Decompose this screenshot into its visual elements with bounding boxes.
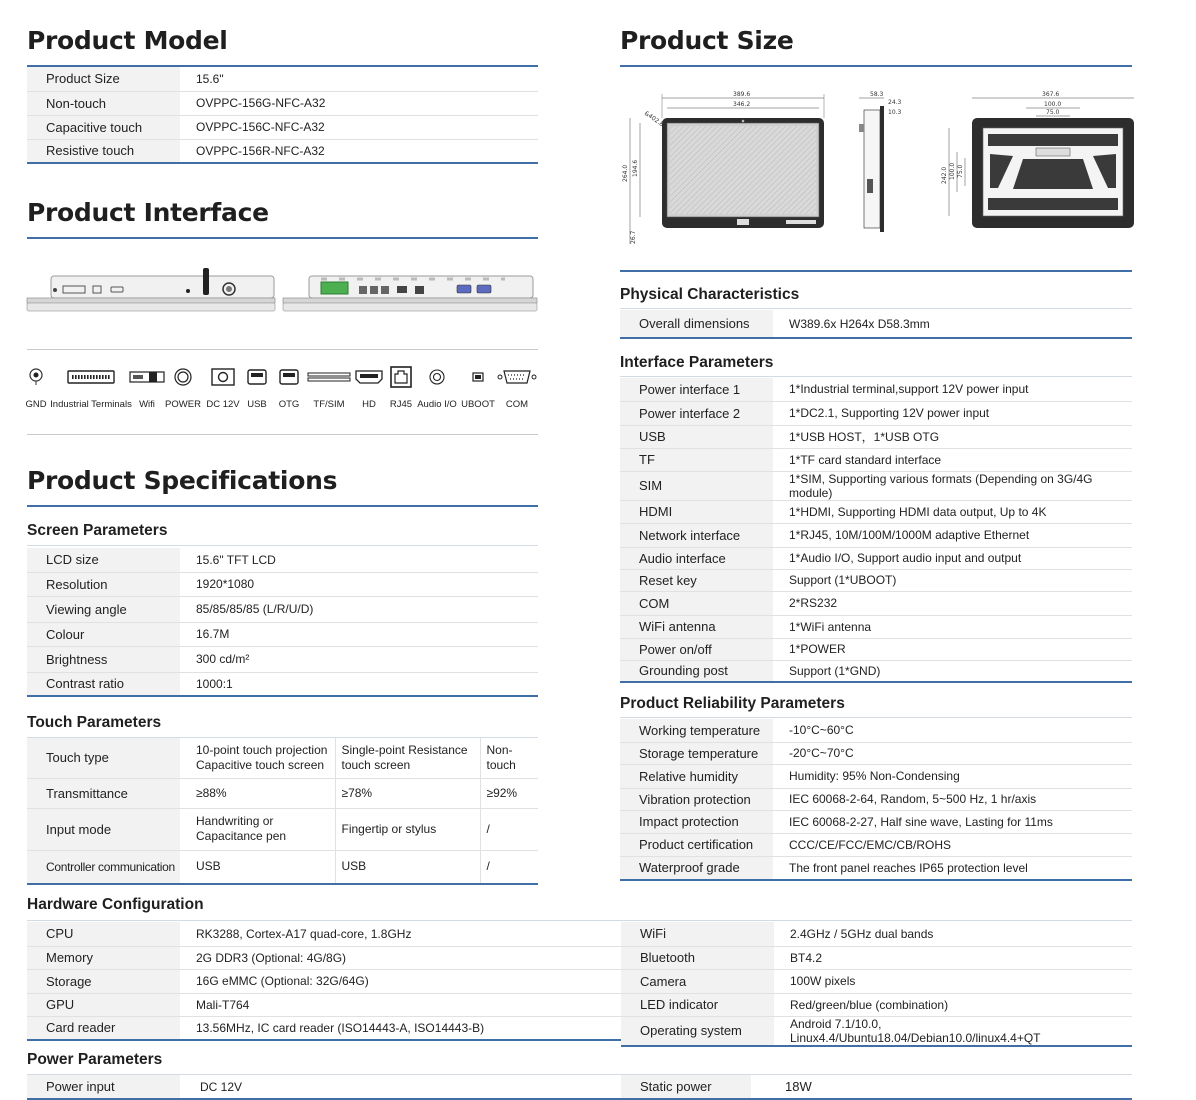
product-specifications-title: Product Specifications: [27, 466, 338, 495]
screen-key: Brightness: [27, 646, 180, 672]
screen-value: 16.7M: [180, 622, 538, 646]
reliability-row: [620, 856, 1132, 880]
interface-icon-label: UBOOT: [461, 399, 495, 410]
hardware-config-right-table: [621, 922, 1132, 1047]
touch-value-a: Handwriting or Capacitance pen: [180, 808, 335, 850]
interface-param-row: [620, 615, 1132, 638]
hardware-left-value: 13.56MHz, IC card reader (ISO14443-A, ISO14443-B): [180, 1016, 621, 1040]
front-view-drawing: [622, 91, 824, 244]
interface-side-views: [25, 262, 540, 324]
hardware-right-value: Red/green/blue (combination): [774, 993, 1132, 1016]
product-size-bottom-rule: [620, 270, 1132, 272]
interface-icon-label: OTG: [278, 399, 300, 410]
interface-param-value: 1*HDMI, Supporting HDMI data output, Up to 4K: [773, 500, 1132, 523]
physical-row: [620, 310, 1132, 338]
screen-parameters-rule: [27, 545, 538, 546]
reliability-key: Storage temperature: [620, 742, 773, 764]
model-key: Non-touch: [27, 91, 180, 115]
hardware-left-row: [27, 1016, 621, 1040]
physical-characteristics-table: [620, 310, 1132, 339]
screen-row: [27, 622, 538, 646]
interface-param-key: Power on/off: [620, 638, 773, 660]
interface-param-row: [620, 471, 1132, 500]
interface-icon-label: USB: [247, 399, 267, 410]
interface-param-key: Network interface: [620, 523, 773, 547]
screen-parameters-title: Screen Parameters: [27, 522, 168, 539]
product-model-title: Product Model: [27, 26, 228, 55]
dim-height-outer: 264.0: [622, 164, 629, 182]
dim-depth-total: 58.3: [870, 91, 884, 98]
industrial-terminals-icon: [65, 364, 117, 390]
touch-parameters-title: Touch Parameters: [27, 714, 162, 731]
reliability-row: [620, 833, 1132, 856]
interface-param-row: [620, 425, 1132, 448]
screen-parameters-table: [27, 548, 538, 697]
interface-param-key: Power interface 2: [620, 401, 773, 425]
touch-key: Controller communication: [27, 850, 180, 884]
hardware-right-row: [621, 1016, 1132, 1046]
interface-param-key: SIM: [620, 471, 773, 500]
dim-depth-a: 24.3: [888, 99, 902, 106]
dim-back-a: 100.0: [1044, 101, 1062, 108]
interface-param-value: Support (1*UBOOT): [773, 569, 1132, 591]
interface-param-value: 1*TF card standard interface: [773, 448, 1132, 471]
hardware-right-key: Operating system: [621, 1016, 774, 1046]
interface-param-row: [620, 523, 1132, 547]
physical-characteristics-title: Physical Characteristics: [620, 286, 800, 303]
touch-row: [27, 808, 538, 850]
hardware-right-value: 2.4GHz / 5GHz dual bands: [774, 922, 1132, 946]
interface-icon-label: COM: [505, 399, 529, 410]
hardware-left-value: 16G eMMC (Optional: 32G/64G): [180, 969, 621, 993]
hardware-right-row: [621, 993, 1132, 1016]
interface-param-value: 1*SIM, Supporting various formats (Depending on 3G/4G module): [773, 471, 1132, 500]
model-row: [27, 139, 538, 163]
screen-value: 1920*1080: [180, 572, 538, 596]
interface-icons-top-rule: [27, 349, 538, 350]
interface-param-value: 1*USB HOST，1*USB OTG: [773, 425, 1132, 448]
touch-value-c: ≥92%: [480, 778, 538, 808]
touch-parameters-table: [27, 738, 538, 885]
interface-param-row: [620, 500, 1132, 523]
interface-parameters-table: [620, 378, 1132, 683]
interface-icon-label: DC 12V: [206, 399, 240, 410]
screen-key: Viewing angle: [27, 596, 180, 622]
model-key: Resistive touch: [27, 139, 180, 163]
interface-parameters-title: Interface Parameters: [620, 354, 774, 371]
hardware-left-row: [27, 993, 621, 1016]
interface-param-row: [620, 401, 1132, 425]
screen-value: 15.6" TFT LCD: [180, 548, 538, 572]
reliability-row: [620, 764, 1132, 788]
model-value: OVPPC-156R-NFC-A32: [180, 139, 538, 163]
product-specifications-rule: [27, 505, 538, 507]
interface-param-row: [620, 569, 1132, 591]
touch-row: [27, 778, 538, 808]
hardware-configuration-rule: [27, 920, 1132, 921]
hardware-left-value: Mali-T764: [180, 993, 621, 1016]
hardware-configuration-title: Hardware Configuration: [27, 896, 204, 913]
interface-icon-label: RJ45: [389, 399, 413, 410]
interface-param-key: COM: [620, 591, 773, 615]
dim-width-outer: 389.6: [733, 91, 751, 98]
hardware-right-row: [621, 922, 1132, 946]
screen-key: Contrast ratio: [27, 672, 180, 696]
screen-row: [27, 596, 538, 622]
dim-back-b: 75.0: [1046, 109, 1060, 116]
static-power-value: 18W: [751, 1075, 1132, 1099]
model-value: OVPPC-156G-NFC-A32: [180, 91, 538, 115]
interface-param-value: 1*WiFi antenna: [773, 615, 1132, 638]
reliability-value: The front panel reaches IP65 protection level: [773, 856, 1132, 880]
touch-key: Touch type: [27, 738, 180, 778]
touch-value-c: /: [480, 850, 538, 884]
screen-row: [27, 548, 538, 572]
interface-param-value: 2*RS232: [773, 591, 1132, 615]
power-input-key: Power input: [27, 1075, 180, 1099]
dim-diagonal: &402.8: [642, 109, 665, 129]
hardware-right-row: [621, 969, 1132, 993]
dim-width-inner: 346.2: [733, 101, 751, 108]
model-row: [27, 91, 538, 115]
touch-value-a: 10-point touch projection Capacitive touch screen: [180, 738, 335, 778]
touch-value-c: Non-touch: [480, 738, 538, 778]
power-parameters-title: Power Parameters: [27, 1051, 163, 1068]
interface-icon-label: Audio I/O: [417, 399, 457, 410]
interface-param-key: Reset key: [620, 569, 773, 591]
interface-param-row: [620, 638, 1132, 660]
screen-value: 300 cd/m²: [180, 646, 538, 672]
model-value: OVPPC-156C-NFC-A32: [180, 115, 538, 139]
hardware-left-value: 2G DDR3 (Optional: 4G/8G): [180, 946, 621, 969]
hardware-right-key: WiFi: [621, 922, 774, 946]
dim-depth-b: 10.3: [888, 109, 902, 116]
interface-param-value: 1*RJ45, 10M/100M/1000M adaptive Ethernet: [773, 523, 1132, 547]
interface-param-value: 1*POWER: [773, 638, 1132, 660]
dim-height-inner: 194.6: [632, 159, 639, 177]
reliability-row: [620, 742, 1132, 764]
interface-param-value: 1*DC2.1, Supporting 12V power input: [773, 401, 1132, 425]
dim-back-height-2: 100.0: [949, 162, 956, 180]
interface-icon-label: TF/SIM: [313, 399, 345, 410]
hardware-right-key: Camera: [621, 969, 774, 993]
interface-param-key: Grounding post: [620, 660, 773, 682]
touch-value-b: ≥78%: [335, 778, 480, 808]
gnd-icon: [10, 364, 62, 390]
touch-row: [27, 850, 538, 884]
interface-parameters-rule: [620, 376, 1132, 377]
interface-param-value: Support (1*GND): [773, 660, 1132, 682]
product-interface-title: Product Interface: [27, 198, 269, 227]
model-row: [27, 67, 538, 91]
side-view-left: [27, 268, 275, 311]
dim-back-height: 242.0: [941, 166, 948, 184]
interface-param-key: HDMI: [620, 500, 773, 523]
reliability-value: -20°C~70°C: [773, 742, 1132, 764]
product-interface-rule: [27, 237, 538, 239]
interface-param-key: Audio interface: [620, 547, 773, 569]
interface-param-key: TF: [620, 448, 773, 471]
hardware-left-key: CPU: [27, 922, 180, 946]
hardware-right-value: 100W pixels: [774, 969, 1132, 993]
screen-value: 1000:1: [180, 672, 538, 696]
hardware-left-row: [27, 946, 621, 969]
reliability-row: [620, 810, 1132, 833]
interface-icon-label: Industrial Terminals: [50, 399, 132, 410]
interface-icon-label: HD: [362, 399, 376, 410]
interface-icons-bottom-rule: [27, 434, 538, 435]
reliability-key: Relative humidity: [620, 764, 773, 788]
interface-param-row: [620, 591, 1132, 615]
dim-back-height-3: 75.0: [957, 164, 964, 178]
product-size-rule: [620, 65, 1132, 67]
interface-param-key: USB: [620, 425, 773, 448]
reliability-value: IEC 60068-2-64, Random, 5~500 Hz, 1 hr/axis: [773, 788, 1132, 810]
model-key: Capacitive touch: [27, 115, 180, 139]
screen-row: [27, 572, 538, 596]
interface-param-key: WiFi antenna: [620, 615, 773, 638]
dim-bottom-bezel: 26.7: [630, 230, 637, 244]
model-key: Product Size: [27, 67, 180, 91]
physical-value: W389.6x H264x D58.3mm: [773, 310, 1132, 338]
interface-param-row: [620, 660, 1132, 682]
reliability-key: Waterproof grade: [620, 856, 773, 880]
side-view-right: [283, 276, 537, 311]
product-size-drawing: [618, 84, 1138, 252]
reliability-key: Product certification: [620, 833, 773, 856]
side-view-drawing: [859, 91, 902, 232]
back-view-drawing: [941, 91, 1134, 228]
touch-value-b: USB: [335, 850, 480, 884]
power-parameters-table: [27, 1075, 1132, 1100]
hardware-left-row: [27, 922, 621, 946]
interface-icon-label: POWER: [165, 399, 201, 410]
interface-param-key: Power interface 1: [620, 378, 773, 401]
physical-key: Overall dimensions: [620, 310, 773, 338]
hardware-right-key: Bluetooth: [621, 946, 774, 969]
product-model-table: [27, 67, 538, 164]
interface-param-value: 1*Audio I/O, Support audio input and output: [773, 547, 1132, 569]
hardware-right-value: Android 7.1/10.0, Linux4.4/Ubuntu18.04/Debian10.0/linux4.4+QT: [774, 1016, 1132, 1046]
hardware-left-key: Storage: [27, 969, 180, 993]
touch-key: Input mode: [27, 808, 180, 850]
hardware-left-row: [27, 969, 621, 993]
hardware-config-left-table: [27, 922, 621, 1041]
reliability-value: Humidity: 95% Non-Condensing: [773, 764, 1132, 788]
reliability-value: IEC 60068-2-27, Half sine wave, Lasting for 11ms: [773, 810, 1132, 833]
reliability-parameters-table: [620, 719, 1132, 881]
touch-key: Transmittance: [27, 778, 180, 808]
static-power-key: Static power: [621, 1075, 751, 1099]
reliability-row: [620, 788, 1132, 810]
screen-key: Colour: [27, 622, 180, 646]
reliability-value: -10°C~60°C: [773, 719, 1132, 742]
hardware-right-row: [621, 946, 1132, 969]
reliability-key: Impact protection: [620, 810, 773, 833]
hardware-left-key: Memory: [27, 946, 180, 969]
screen-row: [27, 672, 538, 696]
interface-param-row: [620, 448, 1132, 471]
com-icon: [491, 364, 543, 390]
touch-value-b: Single-point Resistance touch screen: [335, 738, 480, 778]
physical-characteristics-rule: [620, 308, 1132, 309]
model-value: 15.6": [180, 67, 538, 91]
screen-key: LCD size: [27, 548, 180, 572]
product-size-title: Product Size: [620, 26, 794, 55]
screen-key: Resolution: [27, 572, 180, 596]
power-input-value: DC 12V: [180, 1075, 621, 1099]
reliability-parameters-title: Product Reliability Parameters: [620, 695, 845, 712]
hardware-right-key: LED indicator: [621, 993, 774, 1016]
hardware-left-key: GPU: [27, 993, 180, 1016]
interface-icon-label: Wifi: [139, 399, 155, 410]
interface-param-value: 1*Industrial terminal,support 12V power input: [773, 378, 1132, 401]
reliability-row: [620, 719, 1132, 742]
screen-row: [27, 646, 538, 672]
screen-value: 85/85/85/85 (L/R/U/D): [180, 596, 538, 622]
model-row: [27, 115, 538, 139]
touch-value-a: ≥88%: [180, 778, 335, 808]
touch-value-b: Fingertip or stylus: [335, 808, 480, 850]
touch-value-a: USB: [180, 850, 335, 884]
hardware-left-value: RK3288, Cortex-A17 quad-core, 1.8GHz: [180, 922, 621, 946]
touch-row: [27, 738, 538, 778]
hardware-right-value: BT4.2: [774, 946, 1132, 969]
reliability-parameters-rule: [620, 717, 1132, 718]
dim-back-width: 367.6: [1042, 91, 1060, 98]
touch-value-c: /: [480, 808, 538, 850]
interface-param-row: [620, 378, 1132, 401]
reliability-value: CCC/CE/FCC/EMC/CB/ROHS: [773, 833, 1132, 856]
reliability-key: Vibration protection: [620, 788, 773, 810]
interface-icon-label: GND: [25, 399, 47, 410]
interface-param-row: [620, 547, 1132, 569]
reliability-key: Working temperature: [620, 719, 773, 742]
hardware-left-key: Card reader: [27, 1016, 180, 1040]
